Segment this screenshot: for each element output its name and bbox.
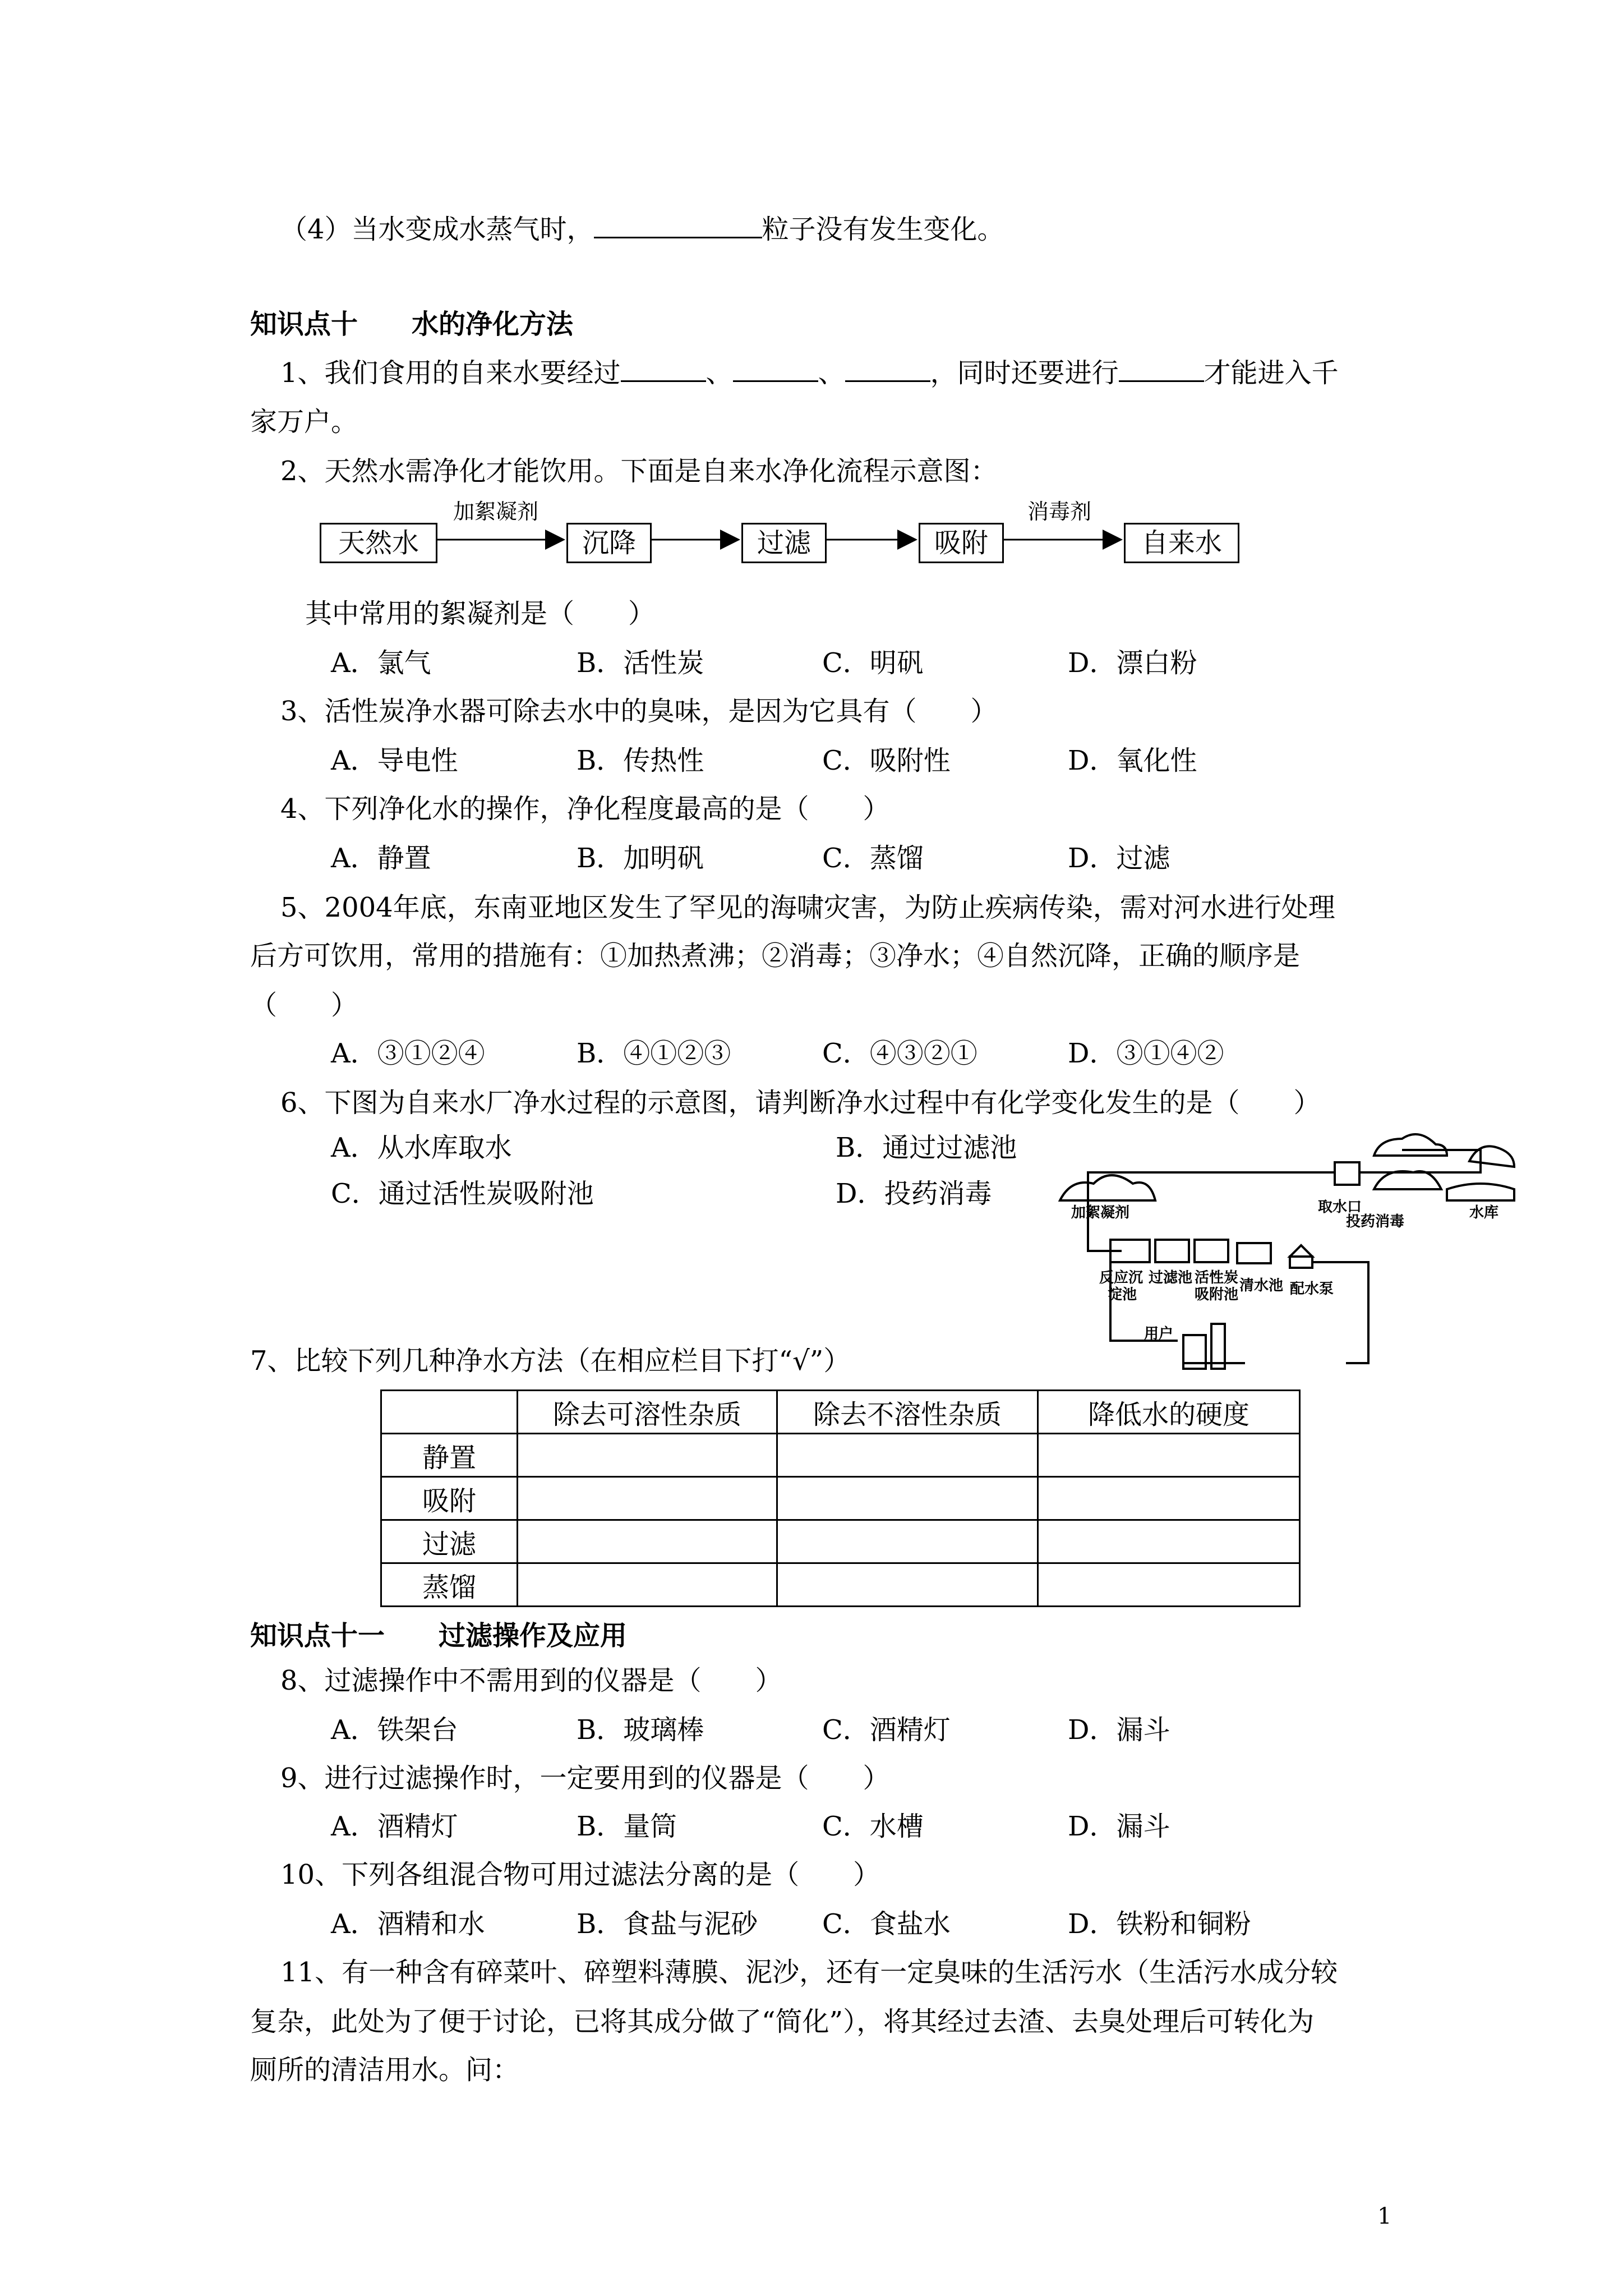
- table-row: [381, 1520, 1300, 1563]
- table-cell[interactable]: [1038, 1520, 1300, 1563]
- tree-icon: [1374, 1134, 1447, 1156]
- q1-separator: 、: [818, 357, 845, 389]
- table-cell[interactable]: [518, 1520, 777, 1563]
- q9-text: 9、进行过滤操作时，一定要用到的仪器是（ ）: [280, 1763, 890, 1794]
- tank-icon: [1237, 1243, 1271, 1263]
- table-row: [381, 1434, 1300, 1477]
- q2-text: 2、天然水需净化才能饮用。下面是自来水净化流程示意图：: [280, 455, 998, 487]
- q2-option-a[interactable]: A．氯气: [331, 647, 431, 679]
- q1-part1: 1、我们食用的自来水要经过: [280, 357, 621, 389]
- q1-separator: 、: [706, 357, 733, 389]
- q9-option-d[interactable]: D．漏斗: [1068, 1811, 1170, 1842]
- reservoir-icon: [1447, 1184, 1514, 1200]
- flow-label-coagulant: 加絮凝剂: [453, 499, 539, 524]
- q9-option-a[interactable]: A．酒精灯: [331, 1811, 458, 1842]
- q6-option-c[interactable]: C．通过活性炭吸附池: [331, 1178, 594, 1209]
- intake-box: [1335, 1162, 1359, 1185]
- q11-line3: 厕所的清洁用水。问：: [250, 2054, 520, 2086]
- q10-text: 10、下列各组混合物可用过滤法分离的是（ ）: [280, 1859, 880, 1890]
- q2-option-d[interactable]: D．漂白粉: [1068, 647, 1197, 679]
- table-cell[interactable]: [518, 1434, 777, 1477]
- table-header-cell: 除去不溶性杂质: [777, 1391, 1038, 1434]
- q4b-text: 4、下列净化水的操作，净化程度最高的是（ ）: [280, 793, 890, 825]
- q1-part2: ，同时还要进行: [930, 357, 1119, 389]
- table-row-label: 吸附: [381, 1477, 518, 1520]
- q7-text: 7、比较下列几种净水方法（在相应栏目下打“√”）: [250, 1345, 851, 1377]
- diagram-label-tank3a: 活性炭: [1195, 1269, 1239, 1286]
- q5-option-c[interactable]: C．④③②①: [822, 1038, 978, 1069]
- q4b-option-a[interactable]: A．静置: [331, 843, 431, 874]
- q5-option-d[interactable]: D．③①④②: [1068, 1038, 1224, 1069]
- diagram-label-user: 用户: [1144, 1326, 1174, 1342]
- section-10-heading: 知识点十 水的净化方法: [250, 309, 574, 340]
- q5-option-a[interactable]: A．③①②④: [331, 1038, 485, 1069]
- q8-option-c[interactable]: C．酒精灯: [822, 1714, 951, 1746]
- table-cell[interactable]: [1038, 1563, 1300, 1607]
- flow-box-tap-water: 自来水: [1124, 523, 1239, 563]
- q9-option-c[interactable]: C．水槽: [822, 1811, 924, 1842]
- q11-line1: 11、有一种含有碎菜叶、碎塑料薄膜、泥沙，还有一定臭味的生活污水（生活污水成分较: [280, 1957, 1338, 1988]
- diagram-label-intake: 取水口: [1318, 1199, 1362, 1216]
- section-11-heading: 知识点十一 过滤操作及应用: [250, 1620, 628, 1651]
- q10-option-b[interactable]: B．食盐与泥砂: [577, 1908, 758, 1940]
- diagram-label-disinfect: 投药消毒: [1346, 1213, 1405, 1230]
- table-header-cell: 除去可溶性杂质: [518, 1391, 777, 1434]
- pump-icon: [1290, 1245, 1312, 1257]
- table-cell[interactable]: [777, 1563, 1038, 1607]
- q9-option-b[interactable]: B．量筒: [577, 1811, 677, 1842]
- comparison-table: [380, 1389, 1301, 1607]
- q2-question: 其中常用的絮凝剂是（ ）: [305, 598, 656, 629]
- diagram-label-tank4: 清水池: [1239, 1277, 1284, 1294]
- table-row-label: 静置: [381, 1434, 518, 1477]
- q4-prefix: （4）当水变成水蒸气时，: [280, 214, 594, 245]
- table-row: [381, 1563, 1300, 1607]
- table-header-cell: 降低水的硬度: [1038, 1391, 1300, 1434]
- q6-option-a[interactable]: A．从水库取水: [331, 1132, 512, 1163]
- q3-text: 3、活性炭净水器可除去水中的臭味，是因为它具有（ ）: [280, 696, 998, 727]
- tank-icon: [1155, 1240, 1189, 1262]
- flow-box-natural-water: 天然水: [320, 523, 437, 563]
- table-header-cell: [381, 1391, 518, 1434]
- flow-label-disinfectant: 消毒剂: [1027, 499, 1092, 524]
- tree-icon: [1374, 1171, 1441, 1189]
- q4b-option-b[interactable]: B．加明矾: [577, 843, 704, 874]
- q1-part3: 才能进入千: [1204, 357, 1339, 389]
- water-plant-diagram: [1054, 1128, 1525, 1386]
- table-cell[interactable]: [777, 1520, 1038, 1563]
- q3-option-d[interactable]: D．氧化性: [1068, 745, 1197, 776]
- tree-icon: [1060, 1175, 1155, 1200]
- q10-option-d[interactable]: D．铁粉和铜粉: [1068, 1908, 1251, 1940]
- table-row: [381, 1477, 1300, 1520]
- table-cell[interactable]: [777, 1477, 1038, 1520]
- q5-line3: （ ）: [250, 990, 358, 1021]
- q8-option-a[interactable]: A．铁架台: [331, 1714, 458, 1746]
- q3-option-b[interactable]: B．传热性: [577, 745, 704, 776]
- page-number: 1: [1377, 2203, 1392, 2229]
- diagram-label-tank2: 过滤池: [1149, 1269, 1193, 1286]
- q6-option-d[interactable]: D．投药消毒: [836, 1178, 992, 1209]
- table-cell[interactable]: [518, 1563, 777, 1607]
- q11-line2: 复杂，此处为了便于讨论，已将其成分做了“简化”），将其经过去渣、去臭处理后可转化为: [250, 2006, 1315, 2037]
- flow-box-filtration: 过滤: [741, 523, 827, 563]
- flow-box-sedimentation: 沉降: [566, 523, 652, 563]
- diagram-label-coagulant: 加絮凝剂: [1071, 1204, 1130, 1221]
- tank-icon: [1195, 1240, 1228, 1262]
- q3-option-c[interactable]: C．吸附性: [822, 745, 951, 776]
- diagram-label-tank1b: 淀池: [1108, 1286, 1137, 1303]
- q8-option-b[interactable]: B．玻璃棒: [577, 1714, 704, 1746]
- flow-box-adsorption: 吸附: [919, 523, 1004, 563]
- table-row-label: 过滤: [381, 1520, 518, 1563]
- q5-line1: 5、2004年底，东南亚地区发生了罕见的海啸灾害，为防止疾病传染，需对河水进行处理: [280, 892, 1335, 923]
- q10-option-c[interactable]: C．食盐水: [822, 1908, 951, 1940]
- q10-option-a[interactable]: A．酒精和水: [331, 1908, 485, 1940]
- q6-text: 6、下图为自来水厂净水过程的示意图，请判断净水过程中有化学变化发生的是（ ）: [280, 1087, 1321, 1119]
- flow-arrows: [0, 0, 1623, 617]
- diagram-label-tank1a: 反应沉: [1099, 1269, 1144, 1286]
- q5-line2: 后方可饮用，常用的措施有：①加热煮沸；②消毒；③净水；④自然沉降，正确的顺序是: [250, 940, 1301, 972]
- q2-option-b[interactable]: B．活性炭: [577, 647, 704, 679]
- q8-option-d[interactable]: D．漏斗: [1068, 1714, 1170, 1746]
- q4b-option-c[interactable]: C．蒸馏: [822, 843, 924, 874]
- diagram-label-reservoir: 水库: [1469, 1204, 1499, 1221]
- diagram-label-tank3b: 吸附池: [1195, 1286, 1239, 1303]
- q8-text: 8、过滤操作中不需用到的仪器是（ ）: [280, 1665, 782, 1696]
- table-cell[interactable]: [1038, 1434, 1300, 1477]
- table-cell[interactable]: [1038, 1477, 1300, 1520]
- table-header-row: [381, 1391, 1300, 1434]
- q3-option-a[interactable]: A．导电性: [331, 745, 458, 776]
- table-cell[interactable]: [777, 1434, 1038, 1477]
- q2-option-c[interactable]: C．明矾: [822, 647, 924, 679]
- q1-line2: 家万户。: [250, 406, 358, 438]
- table-row-label: 蒸馏: [381, 1563, 518, 1607]
- q6-option-b[interactable]: B．通过过滤池: [836, 1132, 1017, 1163]
- table-cell[interactable]: [518, 1477, 777, 1520]
- q5-option-b[interactable]: B．④①②③: [577, 1038, 731, 1069]
- q4-suffix: 粒子没有发生变化。: [762, 214, 1004, 245]
- diagram-label-pump: 配水泵: [1290, 1281, 1334, 1297]
- q4b-option-d[interactable]: D．过滤: [1068, 843, 1170, 874]
